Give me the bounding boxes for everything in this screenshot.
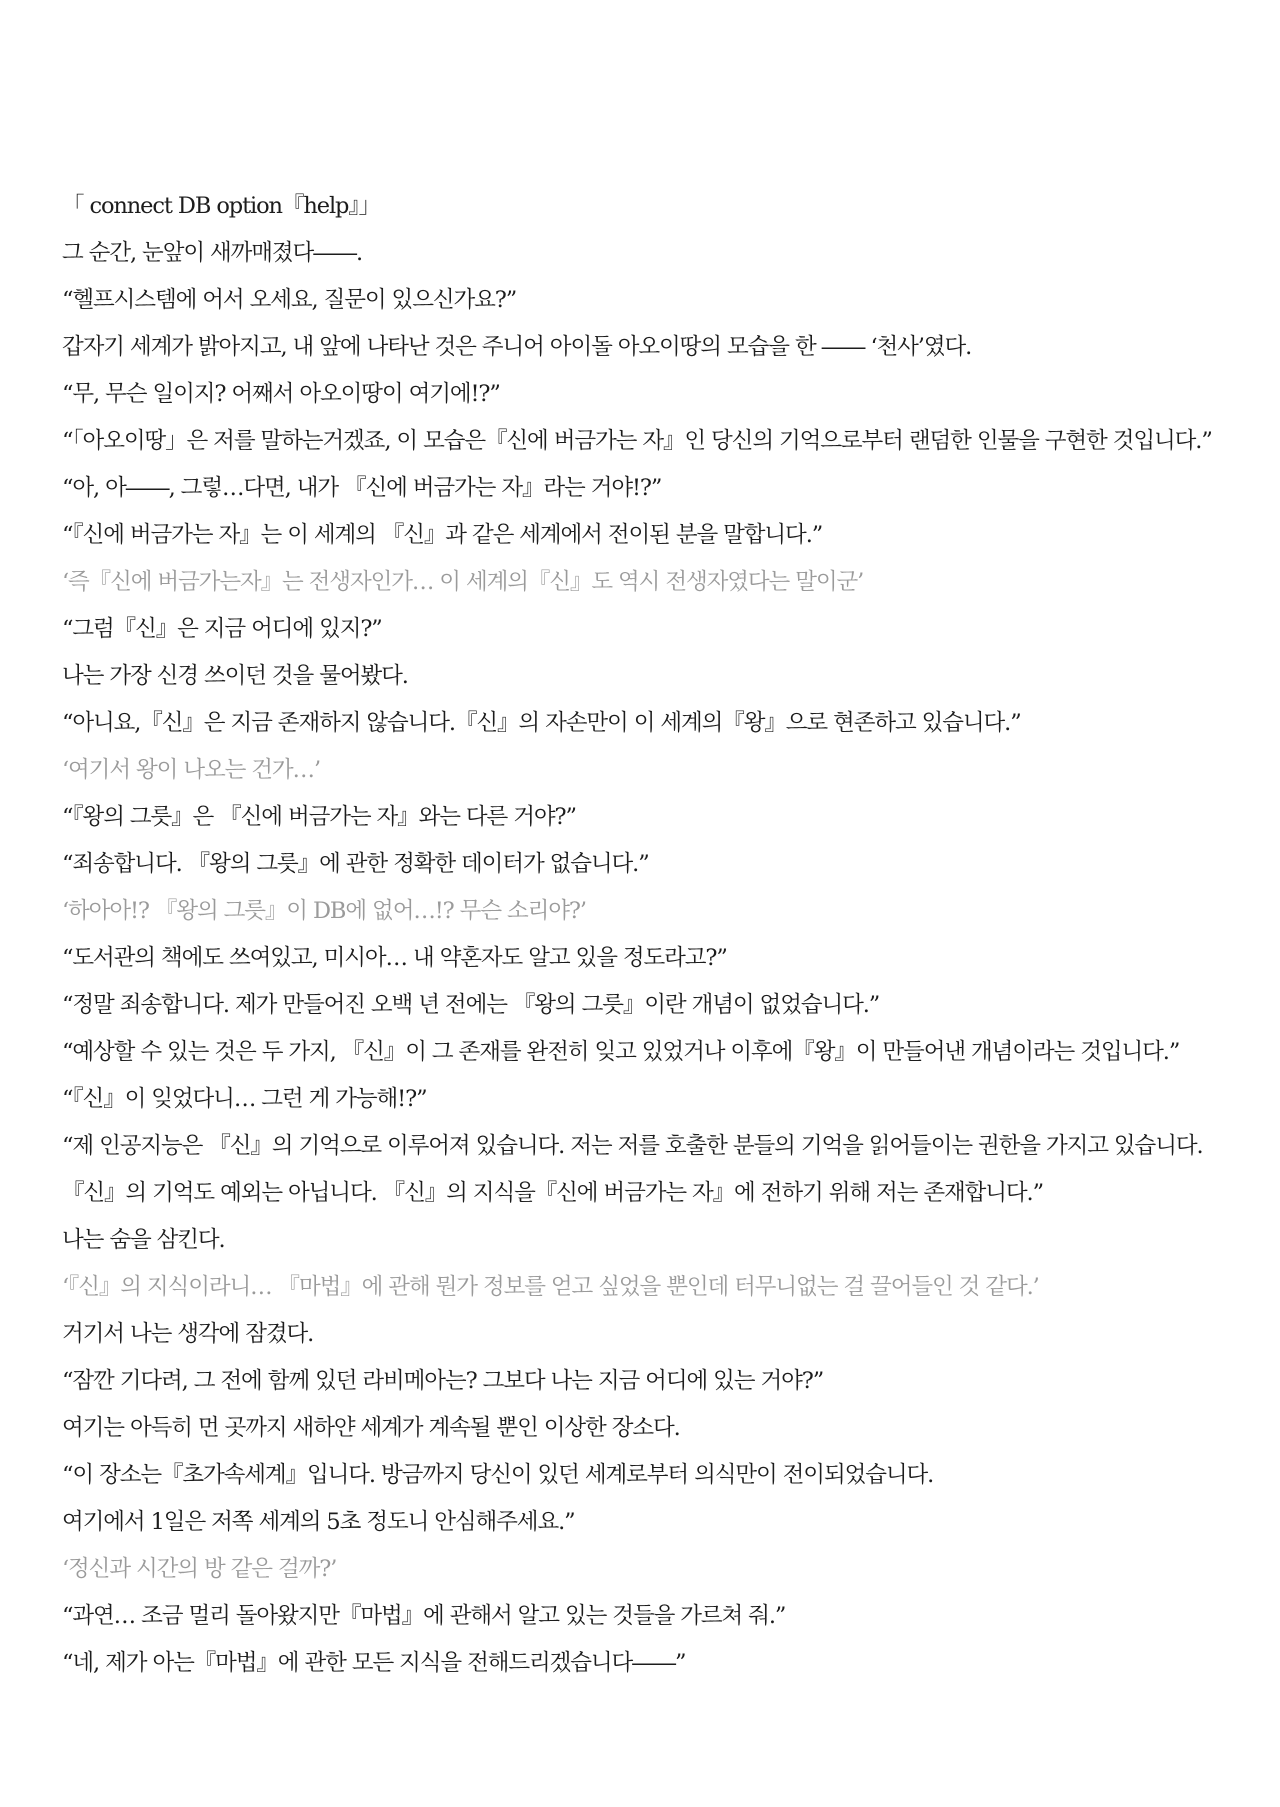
text-line: “『신』이 잊었다니… 그런 게 가능해!?” xyxy=(62,1086,427,1112)
text-line: 나는 가장 신경 쓰이던 것을 물어봤다. xyxy=(62,663,408,689)
thought-line: ‘즉『신에 버금가는자』는 전생자인가… 이 세계의『신』도 역시 전생자였다는 말이군’ xyxy=(62,569,864,595)
thought-line: ‘정신과 시간의 방 같은 걸까?’ xyxy=(62,1556,337,1582)
text-line: 거기서 나는 생각에 잠겼다. xyxy=(62,1321,314,1347)
text-line: “정말 죄송합니다. 제가 만들어진 오백 년 전에는 『왕의 그릇』이란 개념이 없었습니다.” xyxy=(62,992,880,1018)
text-line: 여기에서 1일은 저쪽 세계의 5초 정도니 안심해주세요.” xyxy=(62,1509,575,1535)
text-line: “무, 무슨 일이지? 어째서 아오이땅이 여기에!?” xyxy=(62,381,500,407)
text-line: 갑자기 세계가 밝아지고, 내 앞에 나타난 것은 주니어 아이돌 아오이땅의 모습을 한 ―― ‘천사’였다. xyxy=(62,334,972,360)
text-line: “『신에 버금가는 자』는 이 세계의 『신』과 같은 세계에서 전이된 분을 말합니다.” xyxy=(62,522,823,548)
thought-line: ‘여기서 왕이 나오는 건가…’ xyxy=(62,757,321,783)
text-line: “그럼『신』은 지금 어디에 있지?” xyxy=(62,616,382,642)
story-text xyxy=(62,183,1242,1687)
text-line: 여기는 아득히 먼 곳까지 새하얀 세계가 계속될 뿐인 이상한 장소다. xyxy=(62,1415,680,1441)
text-line: “아니요,『신』은 지금 존재하지 않습니다.『신』의 자손만이 이 세계의『왕』으로 현존하고 있습니다.” xyxy=(62,710,1021,736)
text-line: “예상할 수 있는 것은 두 가지, 『신』이 그 존재를 완전히 잊고 있었거나 이후에『왕』이 만들어낸 개념이라는 것입니다.” xyxy=(62,1039,1180,1065)
text-line: “잠깐 기다려, 그 전에 함께 있던 라비메아는? 그보다 나는 지금 어디에 있는 거야?” xyxy=(62,1368,824,1394)
text-line: “「아오이땅」은 저를 말하는거겠죠, 이 모습은『신에 버금가는 자』인 당신의 기억으로부터 랜덤한 인물을 구현한 것입니다.” xyxy=(62,428,1212,454)
text-line: “제 인공지능은 『신』의 기억으로 이루어져 있습니다. 저는 저를 호출한 분들의 기억을 읽어들이는 권한을 가지고 있습니다. xyxy=(62,1133,1203,1159)
text-line: “죄송합니다. 『왕의 그릇』에 관한 정확한 데이터가 없습니다.” xyxy=(62,851,649,877)
text-line: “아, 아――, 그렇…다면, 내가 『신에 버금가는 자』라는 거야!?” xyxy=(62,475,662,501)
text-line: “과연… 조금 멀리 돌아왔지만『마법』에 관해서 알고 있는 것들을 가르쳐 줘.” xyxy=(62,1603,786,1629)
text-line: 『신』의 기억도 예외는 아닙니다. 『신』의 지식을『신에 버금가는 자』에 전하기 위해 저는 존재합니다.” xyxy=(62,1180,1043,1206)
text-line: “『왕의 그릇』은 『신에 버금가는 자』와는 다른 거야?” xyxy=(62,804,576,830)
text-line: 「 connect DB option『help』」 xyxy=(62,193,380,219)
text-line: “네, 제가 아는『마법』에 관한 모든 지식을 전해드리겠습니다――” xyxy=(62,1650,686,1676)
text-line: “이 장소는『초가속세계』입니다. 방금까지 당신이 있던 세계로부터 의식만이 전이되었습니다. xyxy=(62,1462,934,1488)
thought-line: ‘『신』의 지식이라니… 『마법』에 관해 뭔가 정보를 얻고 싶었을 뿐인데 터무니없는 걸 끌어들인 것 같다.’ xyxy=(62,1274,1039,1300)
text-line: 그 순간, 눈앞이 새까매졌다――. xyxy=(62,240,363,266)
text-line: “헬프시스템에 어서 오세요, 질문이 있으신가요?” xyxy=(62,287,517,313)
thought-line: ‘하아아!? 『왕의 그릇』이 DB에 없어…!? 무슨 소리야?’ xyxy=(62,898,586,924)
text-line: 나는 숨을 삼킨다. xyxy=(62,1227,225,1253)
text-line: “도서관의 책에도 쓰여있고, 미시아… 내 약혼자도 알고 있을 정도라고?” xyxy=(62,945,727,971)
